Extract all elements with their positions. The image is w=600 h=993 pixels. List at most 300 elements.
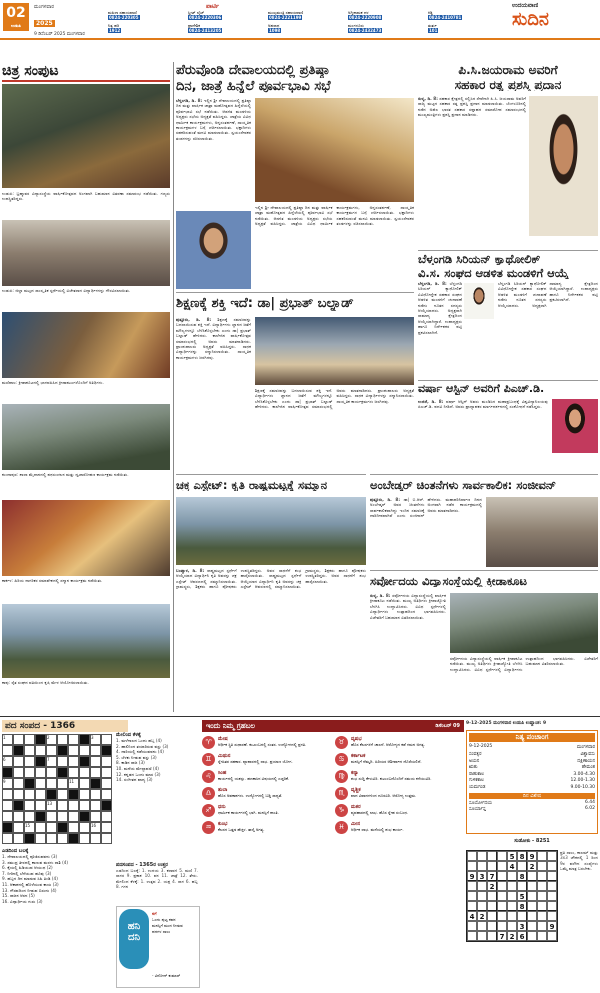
crossword-cell[interactable] <box>90 756 101 767</box>
crossword-cell[interactable] <box>2 767 13 778</box>
crossword-cell[interactable] <box>68 833 79 844</box>
zodiac-icon: ♈ <box>202 736 215 749</box>
horoscope-text <box>351 787 416 798</box>
crossword-cell[interactable] <box>101 767 112 778</box>
crossword-cell[interactable] <box>68 745 79 756</box>
zodiac-forecast: ಆರ್ಥಿಕ ಸ್ಥಿತಿ ಸುಧಾರಣೆ. ಕುಟುಂಬದಲ್ಲಿ ಸಂತಸ. ಉದ್ಯೋಗದಲ್ಲಿ ಪ್ರಗತಿ. <box>218 742 307 747</box>
crossword-cell[interactable] <box>24 745 35 756</box>
zodiac-sign: ತುಲಾ <box>218 787 228 793</box>
sudoku-cell[interactable] <box>547 931 557 941</box>
crossword-clue: 1. ಮಳೆಗಾಲದ ಒಂದು ಹಬ್ಬ (4) <box>116 738 162 743</box>
page-tag: ಉಡುಪಿ <box>10 23 22 28</box>
sudoku-cell[interactable] <box>527 871 537 881</box>
crossword-cell[interactable] <box>57 800 68 811</box>
panchanga-value: ಹೇಮಂತ <box>581 765 595 770</box>
crossword-clue: 4. ದಾರಿಯಲ್ಲಿ ನಡೆಯುವವನು (4) <box>116 749 164 755</box>
sudoku-cell[interactable] <box>467 861 477 871</box>
sudoku-cell[interactable] <box>527 891 537 901</box>
crossword-cell[interactable] <box>79 756 90 767</box>
crossword-cell[interactable] <box>46 811 57 822</box>
crossword-cell[interactable] <box>24 800 35 811</box>
crossword-cell[interactable] <box>24 811 35 822</box>
crossword-cell[interactable] <box>35 833 46 844</box>
sudoku-cell[interactable]: 2 <box>507 931 517 941</box>
sudoku-cell[interactable] <box>497 891 507 901</box>
helpline-item <box>268 23 348 35</box>
sudoku-cell[interactable] <box>537 861 547 871</box>
panchanga-key: ಯಮಗಂಡ <box>469 784 486 790</box>
sudoku-cell[interactable] <box>537 921 547 931</box>
crossword-cell[interactable] <box>57 811 68 822</box>
zodiac-icon: ♍ <box>335 770 348 783</box>
sudoku-cell[interactable] <box>497 921 507 931</box>
crossword-cell[interactable] <box>101 789 112 800</box>
horoscope-title: ಇಂದು ನಿಮ್ಮ ಗ್ರಹಬಲ <box>206 722 255 730</box>
horoscope-text <box>218 770 289 781</box>
story-peruvondi <box>176 64 414 290</box>
crossword-cell[interactable] <box>79 789 90 800</box>
story-text: ಡಾ| ಬಿ.ಆರ್. ಅಂಬೇಡ್ಕರ್ ಅವರ ಚಿಂತನೆಗಳು ಸಾರ್ವಕಾಲಿಕವಾಗಿದ್ದು ಇಂದಿನ ಸಮಾಜಕ್ಕೆ ದಾರಿದೀಪವಾಗಿವೆ ಎಂದು ಸಂಜೀವನ್ ಹೇಳಿದರು. ಮಹಾಪರಿನಿರ್ವಾಣ ದಿನದ ಅಂಗವಾಗಿ ನಡೆದ ಕಾರ್ಯಕ್ರಮದಲ್ಲಿ ಅವರು ಮಾತನಾಡಿದರು. <box>370 497 482 519</box>
crossword-cell[interactable] <box>35 789 46 800</box>
sudoku-cell[interactable] <box>527 931 537 941</box>
horoscope-text <box>218 736 306 747</box>
helpline-number: 1912 <box>109 28 121 33</box>
zodiac-icon: ♒ <box>202 821 215 834</box>
crossword-cell[interactable] <box>24 734 35 745</box>
helpline-item <box>428 23 508 35</box>
photo-caption-3: ಮಣಿಪಾಲ: ಕ್ರೀಡಾಕೂಟದಲ್ಲಿ ಭಾಗವಹಿಸಿದ ಕ್ರೀಡಾಪಟುಗಳೊಂದಿಗೆ ಅತಿಥಿಗಳು. <box>2 380 104 385</box>
zodiac-sign: ಕುಂಭ <box>218 821 228 827</box>
sudoku-cell[interactable] <box>537 881 547 891</box>
sudoku-cell[interactable] <box>527 911 537 921</box>
sudoku-cell[interactable] <box>477 861 487 871</box>
crossword-cell[interactable] <box>101 822 112 833</box>
photo-caption-6: ಕಾಪು: ರೈತ ಸಂಘದ ವತಿಯಿಂದ ಕೃಷಿ ಮೇಳ ಆಯೋಜಿಸಲಾಯಿತು. <box>2 680 89 685</box>
dateline: ಸುಳ್ಯ, ಡಿ. 8: <box>418 96 438 101</box>
photo-jayarama-award <box>529 96 598 236</box>
crossword-cell[interactable] <box>46 767 57 778</box>
sudoku-grid <box>466 850 558 942</box>
sudoku-cell[interactable] <box>547 851 557 861</box>
crossword-cell[interactable] <box>68 822 79 833</box>
date-line: 9 ಡಿಸೆಂಬರ್ 2025 ಮಂಗಳವಾರ <box>34 32 85 37</box>
crossword-cell[interactable] <box>57 756 68 767</box>
sudoku-cell[interactable] <box>477 921 487 931</box>
crossword-cell[interactable] <box>13 745 24 756</box>
zodiac-sign: ಸಿಂಹ <box>218 770 227 776</box>
sudoku-cell[interactable] <box>547 861 557 871</box>
hani-credit: - ವಿನೋದ್ ಕುಮಾರ್ <box>152 973 181 978</box>
horoscope-item <box>202 736 331 749</box>
horoscope-text <box>218 821 265 832</box>
sudoku-cell[interactable]: 9 <box>467 871 477 881</box>
sudoku-cell[interactable] <box>507 901 517 911</box>
sudoku-cell[interactable]: 9 <box>527 851 537 861</box>
zodiac-icon: ♊ <box>202 753 215 766</box>
sudoku-cell[interactable] <box>527 921 537 931</box>
crossword-cell[interactable] <box>79 745 90 756</box>
crossword-cell[interactable] <box>24 767 35 778</box>
sudoku-cell[interactable] <box>477 931 487 941</box>
photo-felicitation-group <box>176 497 366 565</box>
crossword-cell[interactable]: 1 <box>2 734 13 745</box>
crossword-cell[interactable] <box>101 833 112 844</box>
sudoku-cell[interactable] <box>497 871 507 881</box>
sudoku-cell[interactable] <box>467 921 477 931</box>
horoscope-text <box>351 821 404 832</box>
sudoku-cell[interactable] <box>547 881 557 891</box>
crossword-cell[interactable] <box>35 745 46 756</box>
answers-title: ಪದಸಂಪದ - 1365ರ ಉತ್ತರ <box>116 862 168 868</box>
sudoku-cell[interactable] <box>497 851 507 861</box>
crossword-cell[interactable] <box>35 822 46 833</box>
crossword-cell[interactable] <box>90 833 101 844</box>
panchanga-value: 3.00-4.30 <box>573 771 595 777</box>
sudoku-cell[interactable] <box>467 881 477 891</box>
helpline-label: ಅಪರಾಧ <box>268 23 280 28</box>
story-body-sarvodaya-2 <box>450 656 598 713</box>
page-number-value: 02 <box>6 5 26 21</box>
panchanga-value: ದಕ್ಷಿಣಾಯನ <box>577 758 595 764</box>
crossword-cell[interactable] <box>24 789 35 800</box>
horoscope-text <box>218 804 279 815</box>
crossword-cell[interactable] <box>35 756 46 767</box>
sudoku-cell[interactable] <box>517 861 527 871</box>
crossword-cell[interactable] <box>2 822 13 833</box>
sudoku-cell[interactable]: 4 <box>467 911 477 921</box>
sudoku-cell[interactable] <box>537 851 547 861</box>
story-body-phd <box>418 399 548 469</box>
crossword-cell[interactable] <box>46 822 57 833</box>
sudoku-cell[interactable] <box>487 921 497 931</box>
bottom-divider <box>0 716 600 717</box>
crossword-cell[interactable] <box>68 800 79 811</box>
sudoku-cell[interactable] <box>517 911 527 921</box>
crossword-cell[interactable] <box>79 811 90 822</box>
crossword-cell[interactable] <box>46 745 57 756</box>
sudoku-cell[interactable] <box>467 931 477 941</box>
crossword-cell[interactable] <box>101 734 112 745</box>
crossword-cell[interactable] <box>24 778 35 789</box>
crossword-cell[interactable] <box>2 833 13 844</box>
zodiac-sign: ಧನು <box>218 804 226 810</box>
sudoku-cell[interactable]: 2 <box>487 881 497 891</box>
sudoku-cell[interactable]: 3 <box>517 921 527 931</box>
crossword-cell[interactable] <box>2 811 13 822</box>
horoscope-item <box>202 804 331 817</box>
sudoku-cell[interactable] <box>487 851 497 861</box>
sudoku-cell[interactable] <box>537 891 547 901</box>
crossword-cell[interactable] <box>57 833 68 844</box>
sudoku-cell[interactable] <box>517 881 527 891</box>
crossword-cell[interactable] <box>46 789 57 800</box>
headline-sarvodaya: ಸರ್ವೋದಯ ವಿದ್ಯಾಸಂಸ್ಥೆಯಲ್ಲಿ ಕ್ರೀಡಾಕೂಟ <box>370 575 527 588</box>
crossword-cell[interactable] <box>13 789 24 800</box>
crossword-cell[interactable] <box>24 833 35 844</box>
crossword-cell[interactable] <box>79 833 90 844</box>
sudoku-cell[interactable] <box>497 901 507 911</box>
crossword-cell[interactable] <box>57 734 68 745</box>
sudoku-cell[interactable] <box>477 901 487 911</box>
crossword-cell[interactable] <box>13 767 24 778</box>
crossword-cell[interactable] <box>68 734 79 745</box>
crossword-cell[interactable] <box>90 767 101 778</box>
photo-senior-citizens <box>2 500 170 576</box>
sudoku-cell[interactable] <box>487 891 497 901</box>
crossword-cell[interactable] <box>13 833 24 844</box>
sudoku-cell[interactable] <box>487 901 497 911</box>
crossword-cell[interactable] <box>79 822 90 833</box>
sudoku-cell[interactable] <box>497 911 507 921</box>
story-text: ರಾಷ್ಟ್ರಮಟ್ಟದ ಸ್ಪರ್ಧೆಗೆ ಆಯ್ಕೆಯಾದ ವಿದ್ಯಾರ್ಥಿನಿ ಕೃತಿ ಅವರನ್ನು ಚಕ್ರ ಎಸ್ಟೇಟ್ ಆವರಣದಲ್ಲಿ ಸಮ್ಮಾನಿಸಲಾಯಿತು. ಗ್ರಾಮಸ್ಥರು, ಶಿಕ್ಷಕರು ಹಾಗೂ ಪೋಷಕರು ಉಪಸ್ಥಿತರಿದ್ದರು. ಅವರ ಸಾಧನೆಗೆ ಶುಭ ಹಾರೈಸಲಾಯಿತು. <box>176 568 302 590</box>
crossword-cell[interactable] <box>2 745 13 756</box>
sudoku-cell[interactable] <box>507 871 517 881</box>
crossword-cell[interactable] <box>90 800 101 811</box>
crossword-cell[interactable] <box>35 767 46 778</box>
helpline-label: ಮಹಿಳಾ ಸಹಾಯವಾಣಿ <box>108 10 137 15</box>
helpline-item <box>268 10 348 22</box>
horoscope-item <box>335 821 464 834</box>
sudoku-cell[interactable] <box>547 911 557 921</box>
horoscope-header <box>202 720 464 732</box>
crossword-cell[interactable] <box>13 778 24 789</box>
zodiac-sign: ಮೀನ <box>351 821 361 827</box>
crossword-cell[interactable] <box>35 800 46 811</box>
sudoku-cell[interactable] <box>507 911 517 921</box>
dateline: ಉಜಿರೆ, ಡಿ. 8: <box>418 399 444 404</box>
sudoku-cell[interactable]: 9 <box>547 921 557 931</box>
headline-peruvondi-2: ದಿನ, ಜಾತ್ರೆ ಹಿನ್ನೆಲೆ ಪೂರ್ವಭಾವಿ ಸಭೆ <box>176 79 331 94</box>
sudoku-cell[interactable] <box>467 901 477 911</box>
year: 2025 <box>36 20 53 27</box>
sudoku-cell[interactable]: 3 <box>477 871 487 881</box>
crossword-cell[interactable]: 9 <box>2 778 13 789</box>
crossword-cell[interactable] <box>2 800 13 811</box>
sunset-label: ಸೂರ್ಯಾಸ್ತ <box>469 807 486 812</box>
crossword-cell[interactable] <box>79 778 90 789</box>
page-header <box>0 0 600 40</box>
sudoku-cell[interactable] <box>507 881 517 891</box>
sudoku-cell[interactable] <box>527 901 537 911</box>
crossword-cell[interactable] <box>35 734 46 745</box>
photo-ambedkar-event <box>486 497 598 567</box>
zodiac-forecast: ಕೆಲಸದ ಒತ್ತಡ ಹೆಚ್ಚಳ. ತಾಳ್ಮೆ ಅಗತ್ಯ. <box>218 827 265 832</box>
crossword-cell[interactable] <box>57 778 68 789</box>
panchanga-row <box>469 785 595 792</box>
sudoku-cell[interactable]: 8 <box>517 871 527 881</box>
horoscope-list <box>202 732 464 838</box>
sudoku-cell[interactable]: 8 <box>517 901 527 911</box>
horoscope-item <box>202 821 331 834</box>
story-body-jayarama <box>418 96 526 244</box>
horoscope-text <box>351 736 425 747</box>
day-special-title: ದಿನ ವಿಶೇಷ <box>469 793 595 799</box>
crossword-cell[interactable] <box>68 767 79 778</box>
helpline-grid <box>108 10 508 35</box>
crossword-cell[interactable] <box>24 756 35 767</box>
zodiac-sign: ಮಕರ <box>351 804 361 810</box>
dateline: ಪುತ್ತೂರು, ಡಿ. 8: <box>370 497 400 502</box>
helpline-item <box>188 23 268 35</box>
headline-catholic-2: ವಿ.ಸ. ಸಂಘದ ಆಡಳಿತ ಮಂಡಳಿಗೆ ಆಯ್ಕೆ <box>418 267 569 280</box>
panchanga-date: 9-12-2025 <box>469 744 493 749</box>
story-education <box>176 292 414 471</box>
crossword-cell[interactable] <box>101 756 112 767</box>
crossword-cell[interactable] <box>101 745 112 756</box>
sudoku-cell[interactable] <box>507 891 517 901</box>
crossword-cell[interactable]: 11 <box>68 778 79 789</box>
story-text: ವರ್ಷಾ ಆಸ್ಟಿನ್ ಅವರು ಮಂಡಿಸಿದ ಮಹಾಪ್ರಬಂಧಕ್ಕೆ ವಿಶ್ವವಿದ್ಯಾನಿಲಯವು ಪಿಎಚ್.ಡಿ. ಪದವಿ ನೀಡಿದೆ. ಅವರು ಪ್ರಾಧ್ಯಾಪಕರ ಮಾರ್ಗದರ್ಶನದಲ್ಲಿ ಸಂಶೋಧನೆ ನಡೆಸಿದ್ದರು. <box>418 399 548 410</box>
crossword-grid <box>2 734 112 844</box>
sudoku-cell[interactable] <box>467 891 477 901</box>
sudoku-cell[interactable]: 4 <box>507 861 517 871</box>
photo-caption-4: ಕುಂದಾಪುರ: ಶಾಲಾ ಮೈದಾನದಲ್ಲಿ ಪಥಸಂಚಲನ ಮತ್ತು ಧ್ವಜಾರೋಹಣ ಕಾರ್ಯಕ್ರಮ ನಡೆಯಿತು. <box>2 472 129 477</box>
crossword-cell[interactable] <box>13 811 24 822</box>
crossword-cell[interactable] <box>57 767 68 778</box>
sudoku-cell[interactable]: 7 <box>497 931 507 941</box>
photo-flag-hoisting <box>2 404 170 470</box>
headline-phd: ವರ್ಷಾ ಆಸ್ಟಿನ್ ಅವರಿಗೆ ಪಿಎಚ್.ಡಿ. <box>418 383 545 395</box>
story-text: ಬೆಳ್ತಂಗಡಿ ಸಿರಿಯನ್ ಕ್ಯಾಥೋಲಿಕ್ ವಿವಿಧೋದ್ದೇಶ ಸಹಕಾರ ಸಂಘದ ಆಡಳಿತ ಮಂಡಳಿಗೆ ಚುನಾವಣೆ ನಡೆದು ನೂತನ ಸದಸ್ಯರು ಆಯ್ಕೆಯಾದರು. ಅಧ್ಯಕ್ಷರಾಗಿ ಸಾಮಾನ್ಯ ಕ್ಷೇತ್ರದಿಂದ ಆಯ್ಕೆಯಾಗಿದ್ದಾರೆ. ಉಪಾಧ್ಯಕ್ಷರು ಹಾಗೂ ನಿರ್ದೇಶಕರ ಪಟ್ಟಿ ಪ್ರಕಟಿಸಲಾಗಿದೆ. <box>418 281 462 335</box>
crossword-cell[interactable]: 7 <box>46 756 57 767</box>
crossword-clue: 13. ಗೌರವದಿಂದ ನೀಡುವ ಬಿರುದು (4) <box>2 887 57 893</box>
crossword-clue: 7. ನೀರಿನಲ್ಲಿ ಬೆಳೆಯುವ ಹೂವು (3) <box>2 870 52 876</box>
crossword-cell[interactable] <box>90 811 101 822</box>
crossword-cell[interactable] <box>13 822 24 833</box>
story-text: ಸಹಕಾರ ಕ್ಷೇತ್ರದಲ್ಲಿ ಸಲ್ಲಿಸಿದ ಸೇವೆಗಾಗಿ ಪಿ.ಸಿ. ಜಯರಾಮ ಅವರಿಗೆ ರಾಜ್ಯ ಮಟ್ಟದ ಸಹಕಾರ ರತ್ನ ಪ್ರಶಸ್ತಿ ಪ್ರದಾನ ಮಾಡಲಾಯಿತು. ಬೆಂಗಳೂರಿನಲ್ಲಿ ನಡೆದ ಅಖಿಲ ಭಾರತ ಸಹಕಾರ ಸಪ್ತಾಹದ ಸಮಾರೋಪ ಸಮಾರಂಭದಲ್ಲಿ ಮುಖ್ಯಮಂತ್ರಿಗಳು ಪ್ರಶಸ್ತಿ ಪ್ರದಾನ ಮಾಡಿದರು. <box>418 96 526 118</box>
horoscope-item <box>335 736 464 749</box>
story-text: ಸರ್ವೋದಯ ವಿದ್ಯಾಸಂಸ್ಥೆಯಲ್ಲಿ ವಾರ್ಷಿಕ ಕ್ರೀಡಾಕೂಟ ನಡೆಯಿತು. ಮುಖ್ಯ ಅತಿಥಿಗಳು ಕ್ರೀಡಾಜ್ಯೋತಿ ಬೆಳಗಿಸಿ ಉದ್ಘಾಟಿಸಿದರು. ವಿವಿಧ ಸ್ಪರ್ಧೆಗಳಲ್ಲಿ ವಿದ್ಯಾರ್ಥಿಗಳು ಉತ್ಸಾಹದಿಂದ ಭಾಗವಹಿಸಿದರು. ವಿಜೇತರಿಗೆ ಬಹುಮಾನ ವಿತರಿಸಲಾಯಿತು. <box>370 593 446 620</box>
crossword-cell[interactable]: 13 <box>46 800 57 811</box>
sudoku-cell[interactable]: 5 <box>507 851 517 861</box>
helpline-item <box>348 23 428 35</box>
crossword-cell[interactable]: 3 <box>90 734 101 745</box>
crossword-clue: 6. ಕೈಯಲ್ಲಿ ಹಿಡಿಯುವ ಆಯುಧ (2) <box>2 865 53 871</box>
headline-jayarama-2: ಸಹಕಾರ ರತ್ನ ಪ್ರಶಸ್ತಿ ಪ್ರದಾನ <box>454 78 562 92</box>
crossword-cell[interactable] <box>13 734 24 745</box>
crossword-cell[interactable] <box>57 745 68 756</box>
crossword-cell[interactable]: 6 <box>2 756 13 767</box>
story-body-peruvondi-1 <box>176 98 251 208</box>
story-jayarama <box>418 64 598 244</box>
sudoku-cell[interactable] <box>537 901 547 911</box>
sunset-time: 6.02 <box>584 806 595 811</box>
down-title: ಮೇಲಿಂದ ಕೆಳಕ್ಕೆ <box>116 732 141 738</box>
sudoku-cell[interactable] <box>487 931 497 941</box>
crossword-cell[interactable] <box>79 734 90 745</box>
crossword-cell[interactable]: 16 <box>90 822 101 833</box>
helpline-item <box>108 23 188 35</box>
crossword-cell[interactable] <box>57 822 68 833</box>
sudoku-cell[interactable]: 6 <box>517 931 527 941</box>
sudoku-cell[interactable] <box>537 931 547 941</box>
crossword-cell[interactable]: 15 <box>24 822 35 833</box>
crossword-cell[interactable] <box>101 811 112 822</box>
sudoku-cell[interactable] <box>537 911 547 921</box>
story-body-education-2 <box>255 388 414 471</box>
crossword-cell[interactable] <box>101 800 112 811</box>
crossword-section <box>2 720 198 988</box>
story-text-cont: ರಾಷ್ಟ್ರಮಟ್ಟದ ಸ್ಪರ್ಧೆಗೆ ಆಯ್ಕೆಯಾದ ವಿದ್ಯಾರ್ಥಿನಿ ಕೃತಿ ಅವರನ್ನು ಚಕ್ರ ಎಸ್ಟೇಟ್ ಆವರಣದಲ್ಲಿ ಸಮ್ಮಾನಿಸಲಾಯಿತು. ಗ್ರಾಮಸ್ಥರು, ಶಿಕ್ಷಕರು ಹಾಗೂ ಪೋಷಕರು ಉಪಸ್ಥಿತರಿದ್ದರು. ಅವರ ಸಾಧನೆಗೆ ಶುಭ ಹಾರೈಸಲಾಯಿತು. <box>240 568 366 590</box>
helpline-label: ಕಿಡ್ನಿ <box>428 10 433 15</box>
story-text-cont: ಶಿಕ್ಷಣಕ್ಕೆ ಸಮಾಜವನ್ನು ಬದಲಾಯಿಸುವ ಶಕ್ತಿ ಇದೆ. ವಿದ್ಯಾರ್ಥಿಗಳು ಜ್ಞಾನದ ಜತೆಗೆ ಮೌಲ್ಯಗಳನ್ನೂ ಬೆಳೆಸಿಕೊಳ್ಳಬೇಕು ಎಂದು ಡಾ| ಪ್ರಭಾತ್ ಬಲ್ನಾಡ್ ಹೇಳಿದರು. ಕಾಲೇಜಿನ ವಾರ್ಷಿಕೋತ್ಸವ ಸಮಾರಂಭದಲ್ಲಿ ಅವರು ಮಾತನಾಡಿದರು. ಪ್ರಾಂಶುಪಾಲರು ಅಧ್ಯಕ್ಷತೆ ವಹಿಸಿದ್ದರು. ಸಾಧಕ ವಿದ್ಯಾರ್ಥಿಗಳನ್ನು ಸನ್ಮಾನಿಸಲಾಯಿತು. ಸಾಂಸ್ಕೃತಿಕ ಕಾರ್ಯಕ್ರಮಗಳು ಜರಗಿದವು. <box>255 388 414 410</box>
horoscope-item <box>335 787 464 800</box>
weekday: ಮಂಗಳವಾರ <box>34 4 55 10</box>
crossword-cell[interactable] <box>68 756 79 767</box>
crossword-cell[interactable] <box>2 789 13 800</box>
crossword-cell[interactable] <box>13 756 24 767</box>
crossword-cell[interactable]: 2 <box>46 734 57 745</box>
sudoku-cell[interactable] <box>477 891 487 901</box>
sudoku-cell[interactable] <box>487 911 497 921</box>
sudoku-cell[interactable] <box>547 901 557 911</box>
helpline-label: ನಿತ್ಯ ಹರಿ <box>108 23 120 28</box>
sudoku-cell[interactable] <box>477 881 487 891</box>
crossword-cell[interactable] <box>79 767 90 778</box>
photo-caption-1: ಉಡುಪಿ: ಬ್ರಹ್ಮಾವರ ವಿದ್ಯಾಸಂಸ್ಥೆಯ ವಾರ್ಷಿಕೋತ್ಸವದ ಅಂಗವಾಗಿ ಬಹುಮಾನ ವಿತರಣಾ ಸಮಾರಂಭ ನಡೆಯಿತು. ಗಣ್ಯರು ಉಪಸ್ಥಿತರಿದ್ದರು. <box>2 191 170 202</box>
sudoku-cell[interactable] <box>477 851 487 861</box>
sudoku-cell[interactable] <box>507 921 517 931</box>
sudoku-cell[interactable] <box>467 851 477 861</box>
sudoku-cell[interactable] <box>547 891 557 901</box>
crossword-cell[interactable] <box>68 789 79 800</box>
crossword-cell[interactable] <box>90 778 101 789</box>
sudoku-cell[interactable]: 5 <box>517 891 527 901</box>
crossword-cell[interactable] <box>46 833 57 844</box>
headline-education: ಶಿಕ್ಷಣಕ್ಕೆ ಶಕ್ತಿ ಇದೆ: ಡಾ| ಪ್ರಭಾತ್ ಬಲ್ನಾಡ್ <box>176 297 354 311</box>
sudoku-cell[interactable] <box>537 871 547 881</box>
crossword-cell[interactable] <box>90 745 101 756</box>
zodiac-sign: ವೃಷಭ <box>351 736 362 742</box>
zodiac-forecast: ಶುಭ ಸುದ್ದಿ ಕೇಳುವಿರಿ. ಕುಟುಂಬದೊಂದಿಗೆ ಸಮಯ ಕಳೆಯುವಿರಿ. <box>351 776 432 781</box>
dateline: ಬೆಳ್ತಂಗಡಿ, ಡಿ. 8: <box>176 98 203 103</box>
sudoku-cell[interactable] <box>487 861 497 871</box>
photo-caption-2: ಉಡುಪಿ: ಜಿಲ್ಲಾ ಮಟ್ಟದ ಸಾಂಸ್ಕೃತಿಕ ಸ್ಪರ್ಧೆಯಲ್ಲಿ ವಿಜೇತರಾದ ವಿದ್ಯಾರ್ಥಿಗಳನ್ನು ಗೌರವಿಸಲಾಯಿತು. <box>2 288 131 293</box>
photo-college-day <box>255 317 414 385</box>
helpline-label: ಮುಖ್ಯಮಂತ್ರಿ ಸಹಾಯವಾಣಿ <box>268 10 304 15</box>
crossword-clue: 9. ಹಬ್ಬದ ದಿನ ಮಾಡುವ ಸಿಹಿ ತಿಂಡಿ (4) <box>2 876 58 882</box>
helpline-number: 1098 <box>269 28 281 33</box>
weather-bar: 9-12-2025 ಮಂಗಳವಾರ ಉಡುಪಿ ಉಷ್ಣಾಂಶ: 9 <box>466 721 547 726</box>
sudoku-cell[interactable] <box>527 881 537 891</box>
sudoku-cell[interactable]: 2 <box>527 861 537 871</box>
crossword-cell[interactable] <box>101 778 112 789</box>
zodiac-icon: ♐ <box>202 804 215 817</box>
crossword-cell[interactable] <box>35 778 46 789</box>
zodiac-forecast: ಕಾರ್ಯದಲ್ಲಿ ಯಶಸ್ಸು. ಹಣಕಾಸಿನ ವಿಷಯದಲ್ಲಿ ಎಚ್ಚರಿಕೆ. <box>218 776 290 781</box>
sudoku-cell[interactable] <box>547 871 557 881</box>
hani-line-3: ಮನಸ್ಸಿಗೆ ಮುದ ನೀಡುವ <box>152 923 183 928</box>
sudoku-cell[interactable]: 7 <box>487 871 497 881</box>
story-text: ಶಿಕ್ಷಣಕ್ಕೆ ಸಮಾಜವನ್ನು ಬದಲಾಯಿಸುವ ಶಕ್ತಿ ಇದೆ. ವಿದ್ಯಾರ್ಥಿಗಳು ಜ್ಞಾನದ ಜತೆಗೆ ಮೌಲ್ಯಗಳನ್ನೂ ಬೆಳೆಸಿಕೊಳ್ಳಬೇಕು ಎಂದು ಡಾ| ಪ್ರಭಾತ್ ಬಲ್ನಾಡ್ ಹೇಳಿದರು. ಕಾಲೇಜಿನ ವಾರ್ಷಿಕೋತ್ಸವ ಸಮಾರಂಭದಲ್ಲಿ ಅವರು ಮಾತನಾಡಿದರು. ಪ್ರಾಂಶುಪಾಲರು ಅಧ್ಯಕ್ಷತೆ ವಹಿಸಿದ್ದರು. ಸಾಧಕ ವಿದ್ಯಾರ್ಥಿಗಳನ್ನು ಸನ್ಮಾನಿಸಲಾಯಿತು. ಸಾಂಸ್ಕೃತಿಕ ಕಾರ್ಯಕ್ರಮಗಳು ಜರಗಿದವು. <box>176 317 251 360</box>
story-ambedkar <box>370 474 598 567</box>
helpline-label: ಅಗ್ನಿಶಾಮಕ ದಳ <box>348 10 369 15</box>
sudoku-cell[interactable]: 8 <box>517 851 527 861</box>
helpline-label: ಪ್ರಾದೇಶಿಕ <box>188 23 201 28</box>
crossword-cell[interactable] <box>13 800 24 811</box>
crossword-cell[interactable] <box>46 778 57 789</box>
crossword-cell[interactable] <box>79 800 90 811</box>
crossword-cell[interactable] <box>57 789 68 800</box>
crossword-cell[interactable] <box>68 811 79 822</box>
crossword-cell[interactable] <box>90 789 101 800</box>
helpline-number: 0824-2413205 <box>189 28 222 33</box>
sudoku-cell[interactable] <box>497 881 507 891</box>
zodiac-sign: ಕನ್ಯಾ <box>351 770 359 776</box>
sudoku-cell[interactable]: 2 <box>477 911 487 921</box>
sudoku-cell[interactable] <box>497 861 507 871</box>
crossword-cell[interactable] <box>35 811 46 822</box>
